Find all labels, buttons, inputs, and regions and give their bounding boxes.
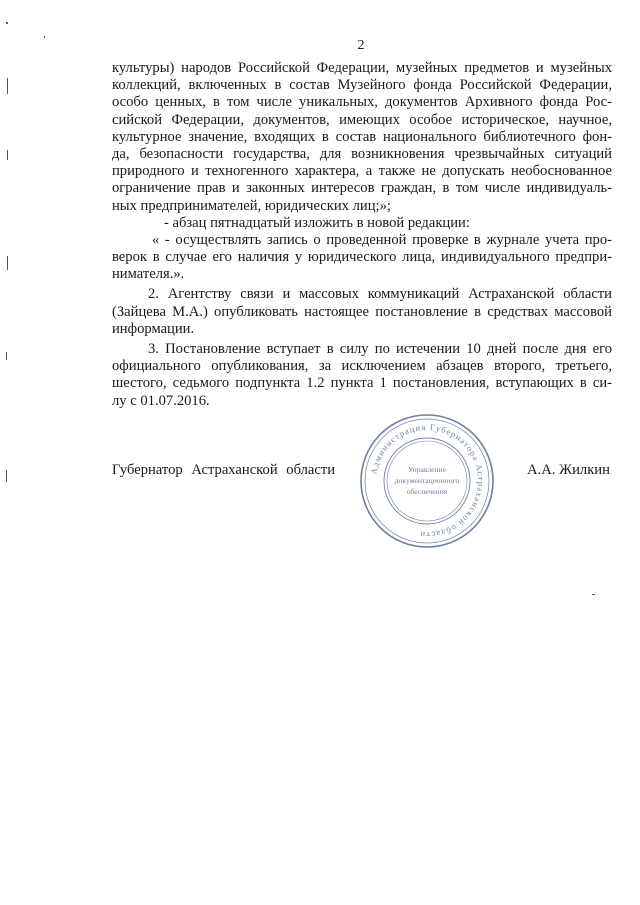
seal-ring-text: Администрация Губернатора Астраханской области [368, 421, 487, 541]
paragraph-start: 2. Агентству связи и массовых коммуникаций Астраханской области [148, 286, 612, 303]
text-line: ных предпринимателей, юридических лиц;»; [112, 197, 391, 214]
text-line: шестого, седьмого подпункта 1.2 пункта 1 постановления, вступающих в си- [112, 375, 612, 392]
seal-center-line: документационного [394, 476, 460, 485]
text-line: культурное значение, входящих в состав национального библиотечного фон- [112, 128, 612, 145]
text-line: (Зайцева М.А.) опубликовать настоящее постановление в средствах массовой [112, 303, 612, 320]
seal-center-line: Управление [407, 465, 447, 474]
text-line: лу с 01.07.2016. [112, 392, 210, 409]
paragraph-start: 3. Постановление вступает в силу по истечении 10 дней после дня его [148, 341, 612, 357]
scan-mark [592, 594, 595, 595]
paragraph-start: « - осуществлять запись о проведенной проверке в журнале учета про- [152, 231, 612, 248]
text-line: особо ценных, в том числе уникальных, документов Архивного фонда Рос- [112, 94, 612, 111]
text-line: да, безопасности государства, для возникновения чрезвычайных ситуаций [112, 145, 612, 162]
text-line: природного и техногенного характера, а также не допускать необоснованное [112, 163, 612, 180]
scan-mark [7, 150, 8, 160]
scan-mark [6, 352, 7, 360]
body-text [112, 60, 612, 410]
text-line: информации. [112, 320, 195, 337]
scan-mark [6, 22, 8, 24]
page-number: 2 [357, 38, 365, 53]
scan-mark [6, 470, 7, 482]
signatory-name: А.А. Жилкин [527, 462, 610, 478]
text-line: сийской Федерации, документов, имеющих особое историческое, научное, [112, 111, 612, 128]
text-line: нимателя.». [112, 266, 185, 283]
official-seal-stamp [358, 412, 496, 550]
text-line: ограничение прав и законных интересов граждан, в том числе индивидуаль- [112, 180, 612, 197]
text-line: официального опубликования, за исключением абзацев второго, третьего, [112, 358, 612, 375]
scan-mark [7, 256, 8, 270]
scan-mark [44, 36, 45, 38]
text-line: коллекций, включенных в состав Музейного фонда Российской Федерации, [112, 77, 612, 94]
text-line: верок в случае его наличия у юридического лица, индивидуального предпри- [112, 249, 612, 266]
seal-center-line: обеспечения [406, 487, 448, 496]
scan-mark [7, 78, 8, 94]
signatory-title: Губернатор Астраханской области [112, 462, 336, 478]
text-line: культуры) народов Российской Федерации, музейных предметов и музейных [112, 60, 612, 76]
paragraph-start: - абзац пятнадцатый изложить в новой редакции: [164, 214, 470, 231]
